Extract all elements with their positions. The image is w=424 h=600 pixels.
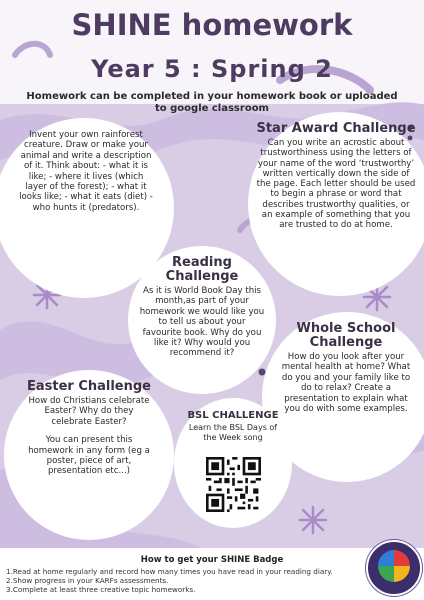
bsl-challenge-body: Learn the BSL Days of the Week song bbox=[188, 423, 278, 442]
star-challenge bbox=[256, 122, 416, 231]
reading-challenge-body: As it is World Book Day this month,as part of your homework we would like you to tell us about your favourite book. Why do you like it? Why would you recommend it? bbox=[139, 286, 265, 359]
school-logo bbox=[366, 540, 422, 596]
bsl-challenge bbox=[184, 410, 282, 442]
easter-challenge bbox=[26, 380, 152, 477]
badge-steps bbox=[6, 567, 366, 594]
school-logo-emblem bbox=[378, 550, 410, 582]
intro-text: Homework can be completed in your homework book or uploaded to google classroom bbox=[26, 91, 398, 114]
creature-challenge-body: Invent your own rainforest creature. Draw or make your animal and write a description of it. Think about: - what it is like; - where it lives (which layer of the forest); - what it looks like; - what it eats (diet) - who hunts it (predators). bbox=[19, 130, 153, 213]
creature-challenge bbox=[18, 128, 154, 213]
reading-challenge-title: Reading Challenge bbox=[165, 255, 239, 284]
easter-challenge-title: Easter Challenge bbox=[26, 379, 152, 394]
easter-challenge-format: You can present this homework in any form (eg a poster, piece of art, presentation etc...) bbox=[28, 435, 150, 477]
reading-challenge bbox=[138, 256, 266, 359]
star-challenge-title: Star Award Challenge bbox=[256, 121, 416, 136]
badge-heading: How to get your SHINE Badge bbox=[140, 555, 284, 565]
star-challenge-body: Can you write an acrostic about trustworthiness using the letters of your name of the word ‘trustworthy’ written vertically down the side of the page. Each letter should be used to begin a phrase or word that describes trustworthy qualities, or an example of something that you are trusted to do at home. bbox=[256, 138, 416, 231]
badge-step: 2.Show progress in your KARFs assessments. bbox=[6, 576, 169, 585]
bsl-challenge-title: BSL CHALLENGE bbox=[187, 410, 279, 421]
badge-step: 3.Complete at least three creative topic homeworks. bbox=[6, 585, 196, 594]
whole-school-challenge-title: Whole School Challenge bbox=[296, 321, 396, 350]
whole-school-challenge-body: How do you look after your mental health at home? What do you and your family like to do to relax? Create a presentation to explain what you do with some examples. bbox=[281, 352, 411, 415]
qr-code[interactable] bbox=[206, 457, 261, 512]
easter-challenge-body: How do Christians celebrate Easter? Why do they celebrate Easter? bbox=[28, 396, 150, 427]
whole-school-challenge bbox=[278, 322, 414, 414]
badge-step: 1.Read at home regularly and record how many times you have read in your reading diary. bbox=[6, 567, 333, 576]
page-title: SHINE homework bbox=[71, 8, 353, 42]
page-subtitle: Year 5 : Spring 2 bbox=[91, 55, 333, 83]
